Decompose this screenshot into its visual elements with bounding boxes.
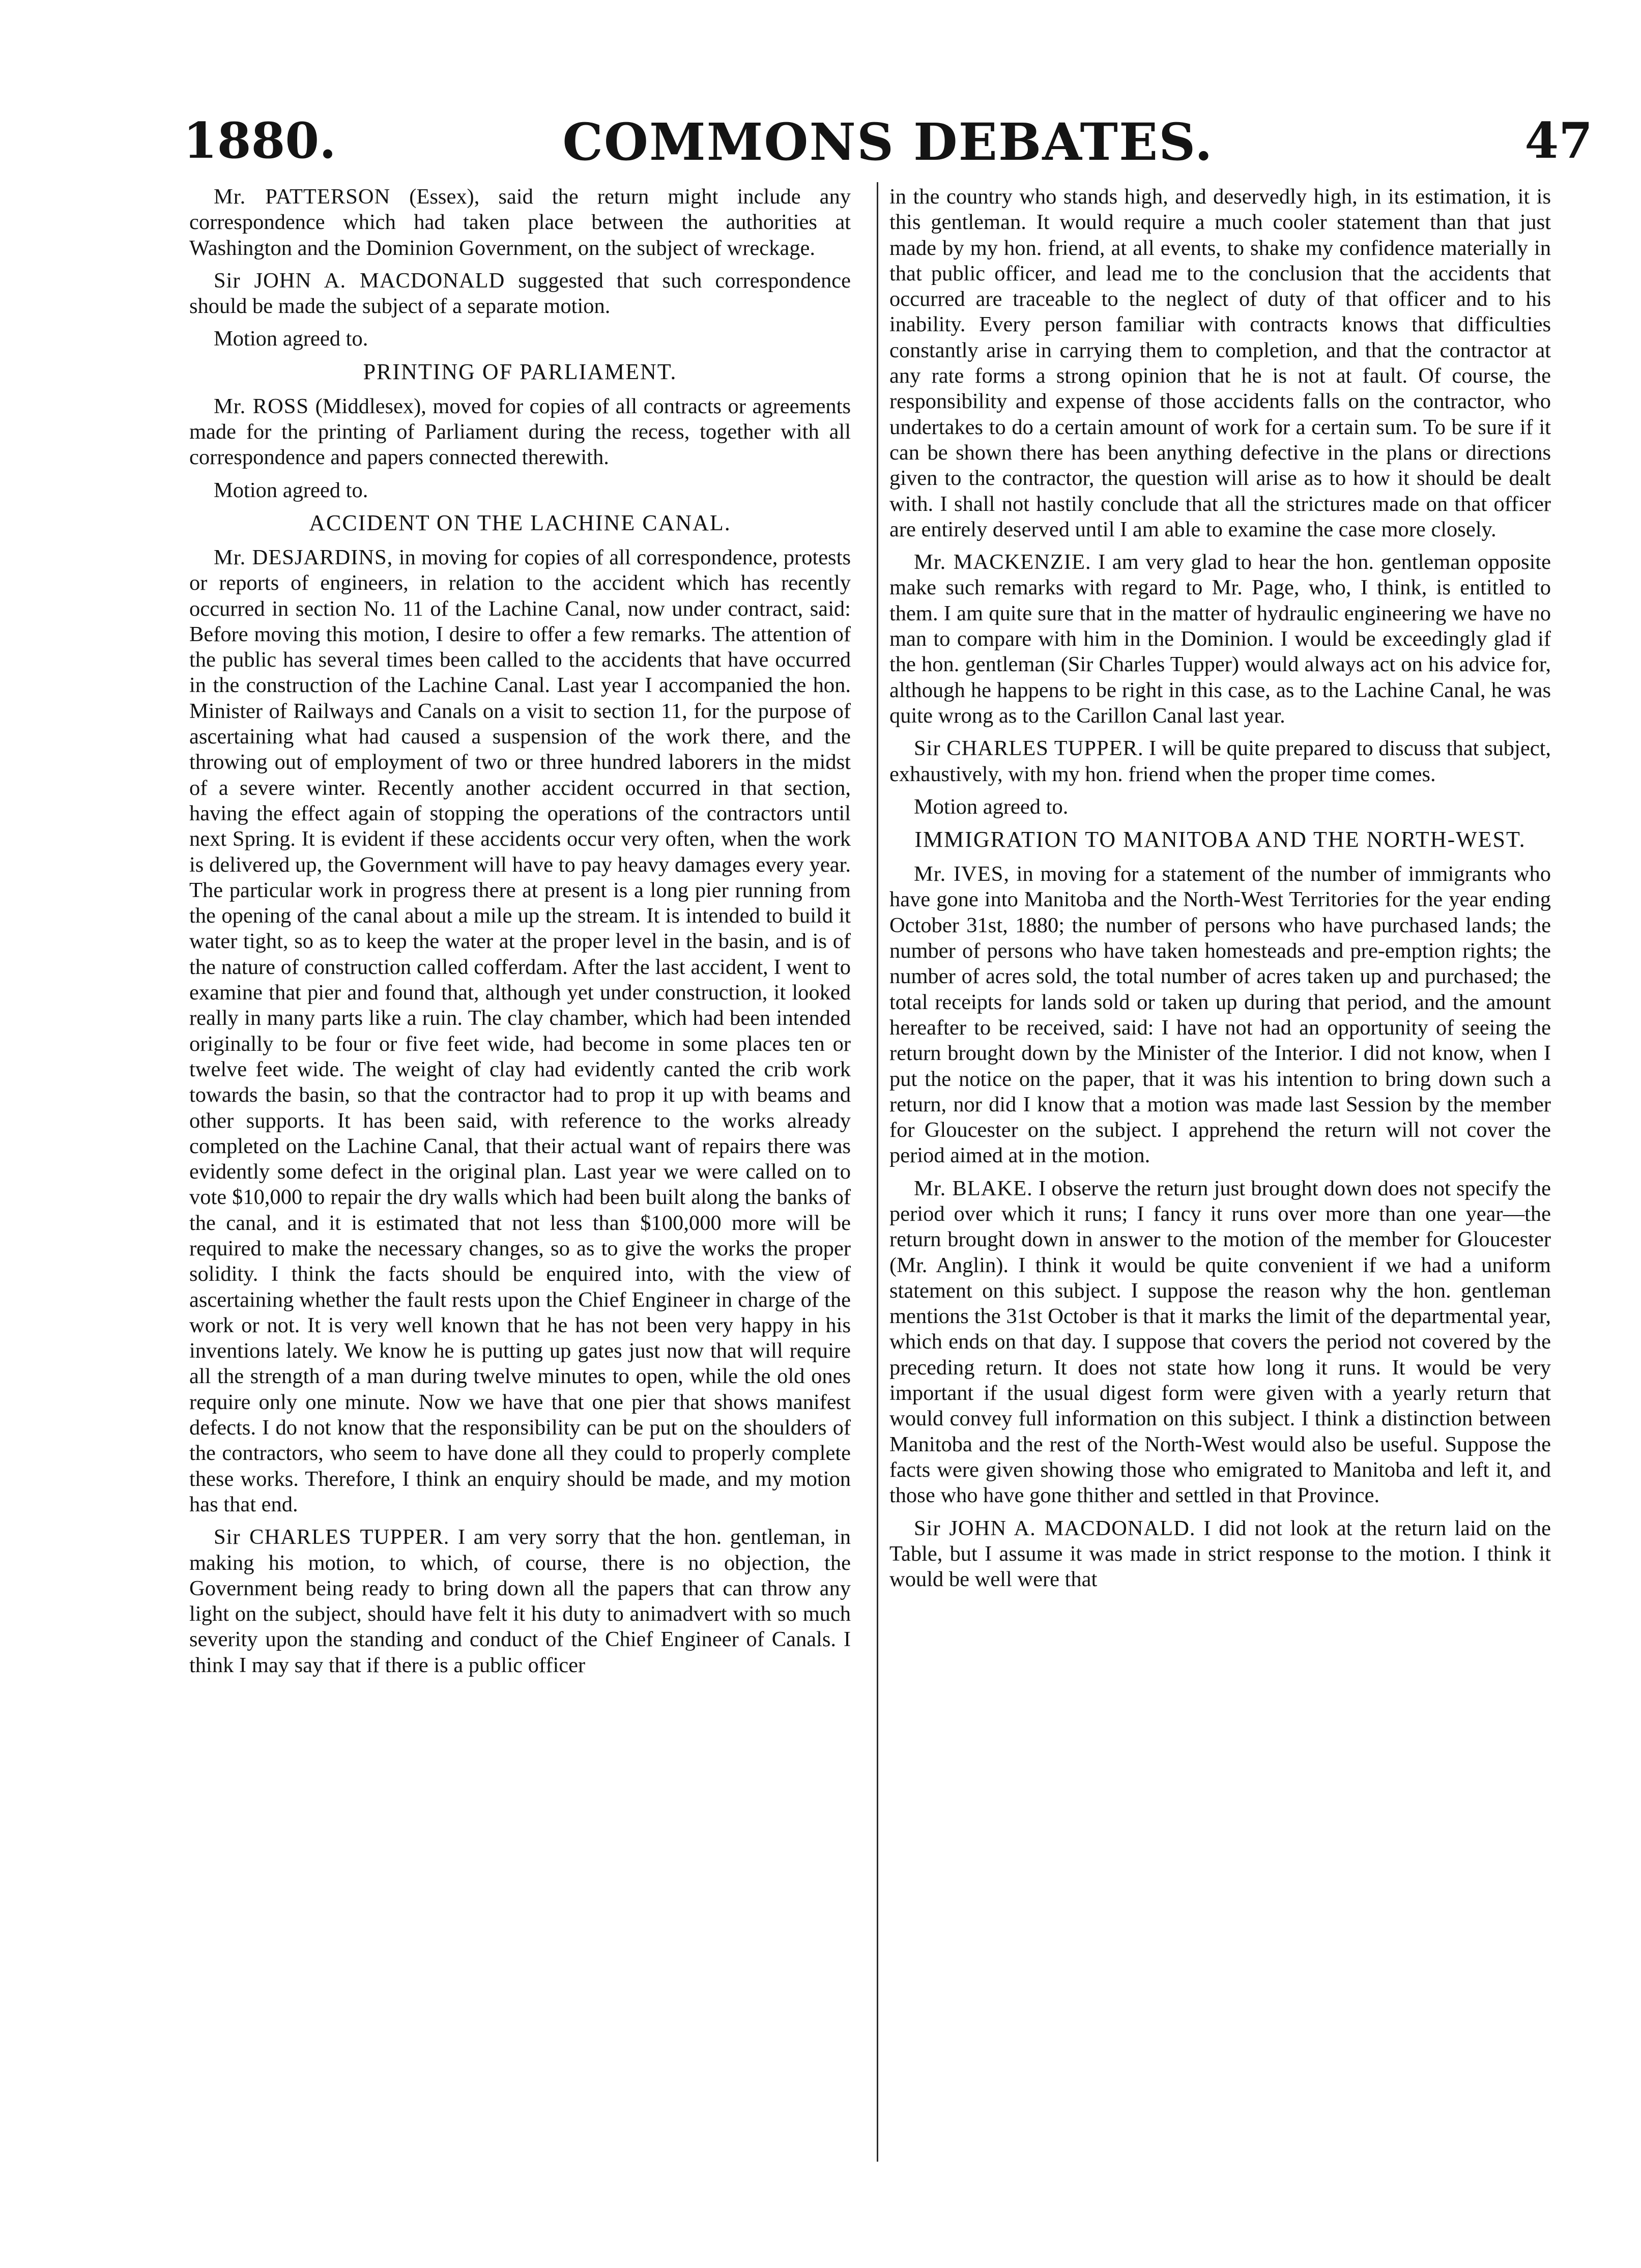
motion-line: Motion agreed to.: [914, 794, 1069, 819]
speaker-name: Mr. PATTERSON: [214, 185, 391, 209]
paragraph: [189, 545, 851, 1517]
speaker-name: Sir JOHN A. MACDONALD: [214, 268, 505, 293]
header-year: 1880.: [183, 112, 336, 169]
speaker-name: Mr. ROSS: [214, 394, 309, 418]
page-number: 47: [1524, 112, 1593, 169]
section-heading: ACCIDENT ON THE LACHINE CANAL.: [309, 510, 731, 535]
speaker-name: Sir JOHN A. MACDONALD.: [914, 1516, 1196, 1540]
paragraph: [889, 1176, 1551, 1509]
header-title: COMMONS DEBATES.: [562, 112, 1214, 172]
speaker-name: Mr. DESJARDINS,: [214, 545, 393, 569]
paragraph: [189, 1525, 851, 1678]
right-column: [889, 184, 1551, 1599]
paragraph: [889, 550, 1551, 729]
paragraph: [189, 394, 851, 471]
paragraph-text: in moving for a statement of the number of immigrants who have gone into Manitoba and the North-West Territories for the year ending October 31st, 1880; the number of persons who have purchased lands; the number of persons who have taken homesteads and pre-emption rights; the number of acres sold, the total number of acres taken up and purchased; the total receipts for lands sold or taken up during that period, and the amount hereafter to be received, said: I have not had an opportunity of seeing the return brought down by the Minister of the Interior. I did not know, when I put the notice on the paper, that it was his intention to bring down such a return, nor did I know that a motion was made last Session by the member for Gloucester on the subject. I apprehend the return will not cover the period aimed at in the motion.: [889, 862, 1551, 1168]
paragraph-text: (Essex), said the return might include any correspondence which had taken place between the authorities at Washington and the Dominion Government, on the subject of wreckage.: [189, 185, 851, 260]
paragraph: [889, 736, 1551, 787]
speaker-name: Mr. MACKENZIE.: [914, 550, 1091, 575]
paragraph: [189, 184, 851, 261]
paragraph: [889, 862, 1551, 1169]
paragraph-text: suggested that such correspondence should be made the subject of a separate motion.: [189, 268, 851, 319]
column-divider: [877, 182, 878, 2162]
section-heading: PRINTING OF PARLIAMENT.: [363, 359, 677, 384]
paragraph-text: I will be quite prepared to discuss that subject, exhaustively, with my hon. friend when the proper time comes.: [889, 736, 1551, 786]
speaker-name: Mr. BLAKE.: [914, 1176, 1033, 1200]
motion-line: Motion agreed to.: [214, 327, 368, 351]
paragraph: [889, 1516, 1551, 1593]
paragraph-text: I am very sorry that the hon. gentleman, in making his motion, to which, of course, there is no objection, the Government being ready to bring down all the papers that can throw any light on the subject, should have felt it his duty to animadvert with so much severity upon the standing and conduct of the Chief Engineer of Canals. I think I may say that if there is a public officer: [189, 1525, 851, 1677]
speaker-name: Sir CHARLES TUPPER.: [914, 736, 1144, 761]
left-column: [189, 184, 851, 1685]
page-header: [183, 112, 1593, 173]
paragraph-text: I did not look at the return laid on the Table, but I assume it was made in strict response to the motion. I think it would be well were that: [889, 1516, 1551, 1592]
paragraph-text: (Middlesex), moved for copies of all contracts or agreements made for the printing of Parliament during the recess, together with all correspondence and papers connected therewith.: [189, 394, 851, 470]
paragraph-text: I am very glad to hear the hon. gentleman opposite make such remarks with regard to Mr. Page, who, I think, is entitled to them. I am quite sure that in the matter of hydraulic engineering we have no man to compare with him in the Dominion. I would be exceedingly glad if the hon. gentleman (Sir Charles Tupper) would always act on his advice for, although he happens to be right in this case, as to the Lachine Canal, he was quite wrong as to the Carillon Canal last year.: [889, 550, 1551, 728]
paragraph-text: I observe the return just brought down does not specify the period over which it runs; I fancy it runs over more than one year—the return brought down in answer to the motion of the member for Gloucester (Mr. Anglin). I think it would be quite convenient if we had a uniform statement on this subject. I suppose the reason why the hon. gentleman mentions the 31st October is that it marks the limit of the departmental year, which ends on that day. I suppose that covers the period not covered by the preceding return. It does not state how long it runs. It would be very important if the usual digest form were given with a yearly return that would convey full information on this subject. I think a distinction between Manitoba and the rest of the North-West would also be useful. Suppose the facts were given showing those who emigrated to Manitoba and left it, and those who have gone thither and settled in that Province.: [889, 1176, 1551, 1508]
paragraph: [189, 268, 851, 320]
motion-line: Motion agreed to.: [214, 478, 368, 502]
paragraph-continued: in the country who stands high, and deservedly high, in its estimation, it is this gentleman. It would require a much cooler statement than that just made by my hon. friend, at all events, to shake my confidence materially in that public officer, and lead me to the conclusion that the accidents that occurred are traceable to the neglect of duty of that officer and to his inability. Every person familiar with contracts knows that difficulties constantly arise in carrying them to completion, and that the contractor at any rate forms a strong opinion that he is not at fault. Of course, the responsibility and expense of those accidents falls on the contractor, who undertakes to do a certain amount of work for a certain sum. To be sure if it can be shown there has been anything defective in the plans or directions given to the contractor, the question will arise as to how it should be dealt with. I shall not hastily conclude that all the strictures made on that officer are entirely deserved until I am able to examine the case more closely.: [889, 185, 1551, 541]
speaker-name: Mr. IVES,: [914, 862, 1010, 886]
section-heading: IMMIGRATION TO MANITOBA AND THE NORTH-WEST.: [914, 827, 1526, 852]
paragraph-text: in moving for copies of all correspondence, protests or reports of engineers, in relation to the accident which has recently occurred in section No. 11 of the Lachine Canal, now under contract, said: Before moving this motion, I desire to offer a few remarks. The attention of the public has several times been called to the accidents that have occurred in the construction of the Lachine Canal. Last year I accompanied the hon. Minister of Railways and Canals on a visit to section 11, for the purpose of ascertaining what had caused a suspension of the work there, and the throwing out of employment of two or three hundred laborers in the midst of a severe winter. Recently another accident occurred in that section, having the effect again of stopping the operations of the contractors until next Spring. It is evident if these accidents occur very often, when the work is delivered up, the Government will have to pay heavy damages every year. The particular work in progress there at present is a long pier running from the opening of the canal about a mile up the stream. It is intended to build it water tight, so as to keep the water at the proper level in the basin, and is of the nature of construction called cofferdam. After the last accident, I went to examine that pier and found that, although yet under construction, it looked really in many parts like a ruin. The clay chamber, which had been intended originally to be four or five feet wide, had become in some places ten or twelve feet wide. The weight of clay had evidently canted the crib work towards the basin, so that the contractor had to prop it up with beams and other supports. It has been said, with reference to the works already completed on the Lachine Canal, that their actual want of repairs there was evidently some defect in the original plan. Last year we were called on to vote $10,000 to repair the dry walls which had been built along the banks of the canal, and it is estimated that not less than $100,000 more will be required to make the necessary changes, so as to give the works the proper solidity. I think the facts should be enquired into, with the view of ascertaining whether the fault rests upon the Chief Engineer in charge of the work or not. It is very well known that he has not been very happy in his inventions lately. We know he is putting up gates just now that will require all the strength of a man during twelve minutes to open, while the old ones require only one minute. Now we have that one pier that shows manifest defects. I do not know that the responsibility can be put on the shoulders of the contractors, who seem to have done all they could to properly complete these works. Therefore, I think an enquiry should be made, and my motion has that end.: [189, 545, 851, 1516]
speaker-name: Sir CHARLES TUPPER.: [214, 1525, 450, 1549]
